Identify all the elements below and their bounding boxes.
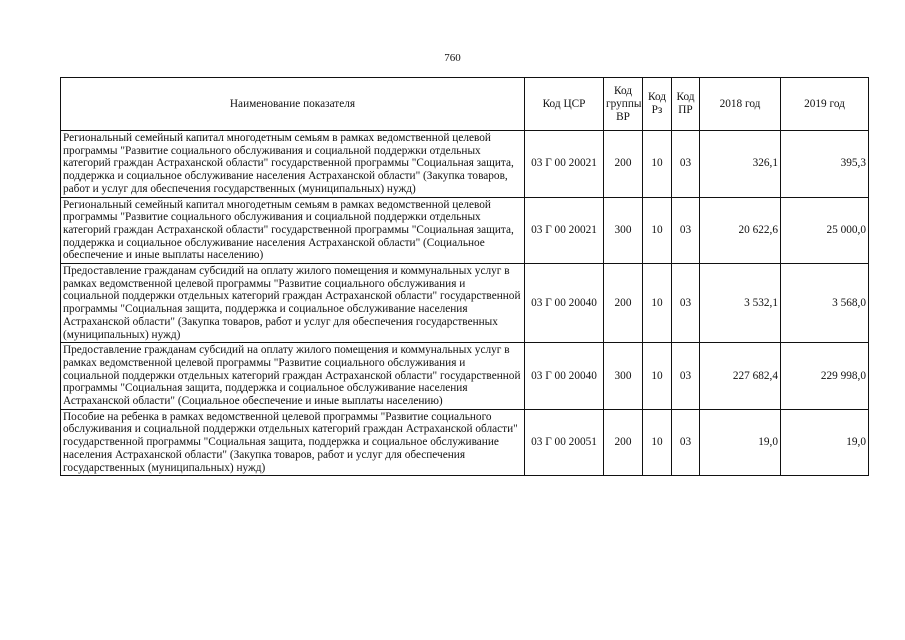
row-2018: 19,0: [700, 409, 781, 476]
row-pr: 03: [672, 343, 700, 410]
header-rz: Код Рз: [643, 78, 672, 131]
row-2019: 19,0: [781, 409, 869, 476]
table-row: [61, 131, 869, 198]
table-row: [61, 264, 869, 343]
row-rz: 10: [643, 197, 672, 264]
row-name: Предоставление гражданам субсидий на оплату жилого помещения и коммунальных услуг в рамках ведомственной целевой программы "Развитие социального обслуживания и социальной поддержки отдельных категорий граждан Астраханской области" государственной программы "Социальная защита, поддержка и социальное обслуживание населения Астраханской области" (Социальное обеспечение и иные выплаты населению): [61, 343, 525, 410]
row-csr: 03 Г 00 20021: [525, 197, 604, 264]
table-header-row: [61, 78, 869, 131]
row-vr: 300: [604, 197, 643, 264]
row-2019: 395,3: [781, 131, 869, 198]
table-row: [61, 409, 869, 476]
row-rz: 10: [643, 343, 672, 410]
budget-table: [60, 77, 869, 476]
header-2019: 2019 год: [781, 78, 869, 131]
table-row: [61, 343, 869, 410]
row-name: Региональный семейный капитал многодетным семьям в рамках ведомственной целевой программы "Развитие социального обслуживания и социальной поддержки отдельных категорий граждан Астраханской области" государственной программы "Социальная защита, поддержка и социальное обслуживание населения Астраханской области" (Закупка товаров, работ и услуг для обеспечения государственных (муниципальных) нужд): [61, 131, 525, 198]
row-2018: 227 682,4: [700, 343, 781, 410]
row-2019: 25 000,0: [781, 197, 869, 264]
row-vr: 200: [604, 264, 643, 343]
header-name: Наименование показателя: [61, 78, 525, 131]
row-rz: 10: [643, 264, 672, 343]
row-rz: 10: [643, 409, 672, 476]
row-pr: 03: [672, 131, 700, 198]
row-2019: 3 568,0: [781, 264, 869, 343]
header-vr: Код группы ВР: [604, 78, 643, 131]
row-pr: 03: [672, 409, 700, 476]
row-rz: 10: [643, 131, 672, 198]
header-pr: Код ПР: [672, 78, 700, 131]
row-pr: 03: [672, 197, 700, 264]
row-name: Региональный семейный капитал многодетным семьям в рамках ведомственной целевой программы "Развитие социального обслуживания и социальной поддержки отдельных категорий граждан Астраханской области" государственной программы "Социальная защита, поддержка и социальное обслуживание населения Астраханской области" (Социальное обеспечение и иные выплаты населению): [61, 197, 525, 264]
row-2018: 326,1: [700, 131, 781, 198]
page-number: 760: [444, 52, 461, 64]
row-csr: 03 Г 00 20040: [525, 264, 604, 343]
header-csr: Код ЦСР: [525, 78, 604, 131]
row-name: Предоставление гражданам субсидий на оплату жилого помещения и коммунальных услуг в рамках ведомственной целевой программы "Развитие социального обслуживания и социальной поддержки отдельных категорий граждан Астраханской области" государственной программы "Социальная защита, поддержка и социальное обслуживание населения Астраханской области" (Закупка товаров, работ и услуг для обеспечения государственных (муниципальных) нужд): [61, 264, 525, 343]
header-2018: 2018 год: [700, 78, 781, 131]
row-pr: 03: [672, 264, 700, 343]
row-csr: 03 Г 00 20021: [525, 131, 604, 198]
row-vr: 200: [604, 131, 643, 198]
table-row: [61, 197, 869, 264]
row-csr: 03 Г 00 20051: [525, 409, 604, 476]
row-vr: 300: [604, 343, 643, 410]
row-csr: 03 Г 00 20040: [525, 343, 604, 410]
row-2018: 3 532,1: [700, 264, 781, 343]
row-2019: 229 998,0: [781, 343, 869, 410]
row-name: Пособие на ребенка в рамках ведомственной целевой программы "Развитие социального обслуживания и социальной поддержки отдельных категорий граждан Астраханской области" государственной программы "Социальная защита, поддержка и социальное обслуживание населения Астраханской области" (Закупка товаров, работ и услуг для обеспечения государственных (муниципальных) нужд): [61, 409, 525, 476]
row-2018: 20 622,6: [700, 197, 781, 264]
row-vr: 200: [604, 409, 643, 476]
